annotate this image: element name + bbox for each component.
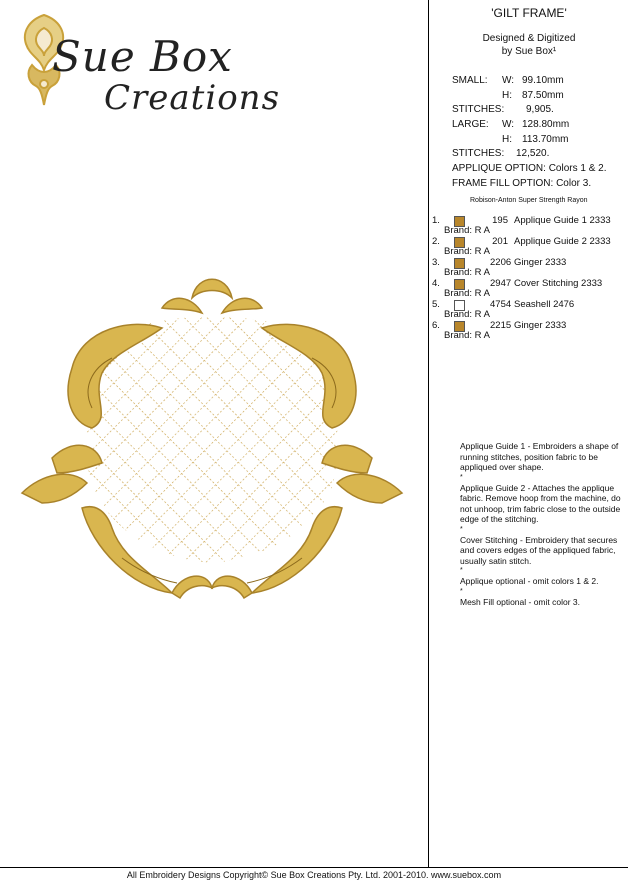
color-code: 201 bbox=[492, 236, 508, 247]
small-w-label: W: bbox=[502, 75, 515, 86]
color-row bbox=[430, 215, 628, 236]
color-name: Ginger 2333 bbox=[514, 257, 567, 268]
color-brand: Brand: R A bbox=[444, 225, 490, 236]
color-number: 4. bbox=[432, 278, 440, 289]
large-stitches: 12,520. bbox=[516, 148, 550, 159]
note-mesh-fill-optional: Mesh Fill optional - omit color 3. bbox=[460, 596, 580, 607]
color-brand: Brand: R A bbox=[444, 288, 490, 299]
color-code: 2947 bbox=[490, 278, 512, 289]
brand-logo bbox=[12, 10, 281, 118]
large-h-label: H: bbox=[502, 134, 512, 145]
small-height: 87.50mm bbox=[522, 90, 564, 101]
color-row bbox=[430, 299, 628, 320]
color-name: Applique Guide 1 2333 bbox=[514, 215, 611, 226]
color-brand: Brand: R A bbox=[444, 309, 490, 320]
brand-name-line2: Creations bbox=[104, 78, 281, 118]
color-code: 2215 bbox=[490, 320, 512, 331]
applique-option: APPLIQUE OPTION: Colors 1 & 2. bbox=[452, 163, 607, 174]
design-title: 'GILT FRAME' bbox=[491, 6, 567, 20]
color-row bbox=[430, 320, 628, 341]
note-separator: * bbox=[460, 567, 463, 574]
note-separator: * bbox=[460, 525, 463, 533]
stitch-notes bbox=[460, 441, 622, 611]
color-name: Cover Stitching 2333 bbox=[514, 278, 603, 289]
note-separator: * bbox=[460, 473, 463, 481]
color-brand: Brand: R A bbox=[444, 330, 490, 341]
color-code: 4754 bbox=[490, 299, 512, 310]
small-stitches-label: STITCHES: bbox=[452, 104, 505, 115]
color-row bbox=[430, 257, 628, 278]
large-width: 128.80mm bbox=[522, 119, 570, 130]
color-number: 3. bbox=[432, 257, 440, 268]
small-width: 99.10mm bbox=[522, 75, 564, 86]
color-code: 195 bbox=[492, 215, 508, 226]
large-height: 113.70mm bbox=[522, 134, 569, 145]
large-label: LARGE: bbox=[452, 119, 489, 130]
color-number: 6. bbox=[432, 320, 440, 331]
color-brand: Brand: R A bbox=[444, 246, 490, 257]
large-w-label: W: bbox=[502, 119, 515, 130]
color-row bbox=[430, 278, 628, 299]
vertical-divider bbox=[428, 0, 429, 867]
large-stitches-label: STITCHES: bbox=[452, 148, 505, 159]
gilt-frame-design-image bbox=[12, 258, 412, 618]
color-name: Applique Guide 2 2333 bbox=[514, 236, 611, 247]
color-row bbox=[430, 236, 628, 257]
color-number: 1. bbox=[432, 215, 440, 226]
color-code: 2206 bbox=[490, 257, 512, 268]
color-brand: Brand: R A bbox=[444, 267, 490, 278]
thread-brand: Robison-Anton Super Strength Rayon bbox=[470, 197, 588, 204]
note-cover-stitching: Cover Stitching - Embroidery that secures and covers edges of the appliqued fabric, usually satin stitch. bbox=[460, 534, 618, 566]
brand-name-line1: Sue Box bbox=[52, 32, 233, 81]
note-separator: * bbox=[460, 587, 463, 595]
note-applique-guide-2: Applique Guide 2 - Attaches the applique fabric. Remove hoop from the machine, do not unhoop, trim fabric close to the outside edge of the stitching. bbox=[460, 482, 621, 524]
small-label: SMALL: bbox=[452, 75, 488, 86]
small-stitches: 9,905. bbox=[526, 104, 554, 115]
copyright-footer: All Embroidery Designs Copyright© Sue Box Creations Pty. Ltd. 2001-2010. www.suebox.com bbox=[126, 870, 502, 880]
note-applique-optional: Applique optional - omit colors 1 & 2. bbox=[460, 576, 599, 586]
color-name: Ginger 2333 bbox=[514, 320, 567, 331]
note-applique-guide-1: Applique Guide 1 - Embroiders a shape of running stitches, position fabric to be appliqued over shape. bbox=[460, 441, 619, 472]
color-number: 2. bbox=[432, 236, 440, 247]
frame-fill-option: FRAME FILL OPTION: Color 3. bbox=[452, 178, 592, 189]
credit-line1: Designed & Digitized bbox=[482, 33, 576, 44]
color-number: 5. bbox=[432, 299, 440, 310]
credit-line2: by Sue Box¹ bbox=[501, 46, 557, 57]
footer-divider bbox=[0, 867, 628, 868]
small-h-label: H: bbox=[502, 90, 512, 101]
color-name: Seashell 2476 bbox=[514, 299, 575, 310]
